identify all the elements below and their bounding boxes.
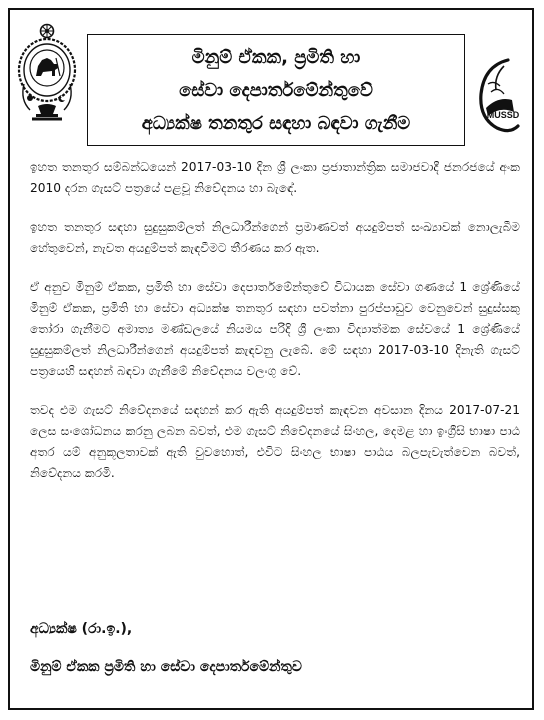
- sri-lanka-emblem-icon: [16, 22, 78, 122]
- notice-title-box: [87, 34, 465, 146]
- paragraph-2: ඉහත තනතුර සඳහා සුදුසුකම්ලත් නිලධාරීන්ගෙන් ප්‍රමාණවත් අයදුම්පත් සංඛ්‍යාවක් නොලැබීම හේතුවෙන්, නැවත අයදුම්පත් කැඳවීමට තීරණය කර ඇත.: [30, 220, 520, 255]
- paragraph-4: තවද එම ගැසට් නිවේදනයේ සඳහන් කර ඇති අයදුම්පත් කැඳවන අවසාන දිනය 2017-07-21 ලෙස සංශෝධනය කරනු ලබන බවත්, එම ගැසට් නිවේදනයේ සිංහල, දෙමළ හා ඉංග්‍රීසි භාෂා පාඨ අතර යම් අනුකූලතාවක් ඇති වුවහොත්, එවිට සිංහල භාෂා පාඨය බලපැවැත්වෙන බවත්, නිවේදනය කරමි.: [30, 403, 520, 480]
- title-line-1: මිනුම් ඒකක, ප්‍රමිති හා: [191, 46, 361, 68]
- signature-block: [30, 618, 520, 678]
- signatory-department: මිනුම් ඒකක ප්‍රමිති හා සේවා දෙපාර්තමේන්තුව: [30, 659, 302, 675]
- paragraph-1: ඉහත තනතුර සම්බන්ධයෙන් 2017-03-10 දින ශ්‍රී ලංකා ප්‍රජාතාන්ත්‍රික සමාජවාදී ජනරජයේ අංක 2010 දරන ගැසට් පත්‍රයේ පළවූ නිවේදනය හා බැඳේ.: [30, 160, 520, 195]
- notice-body: [30, 157, 520, 502]
- title-line-2: සේවා දෙපාර්තමේන්තුවේ: [179, 79, 373, 101]
- mussd-logo-text: MUSSD: [486, 110, 520, 120]
- mussd-logo-icon: [474, 56, 524, 134]
- signatory-title: අධ්‍යක්ෂ (රා.ඉ.),: [30, 621, 133, 637]
- title-line-3: අධ්‍යක්ෂ තනතුර සඳහා බඳවා ගැනීම: [141, 112, 411, 134]
- paragraph-3: ඒ අනුව මිනුම් ඒකක, ප්‍රමිති හා සේවා දෙපාර්තමේන්තුවේ විධායක සේවා ගණයේ 1 ශ්‍රේණියේ මිනුම් ඒකක, ප්‍රමිති හා සේවා අධ්‍යක්ෂ තනතුර සඳහා පවත්නා පුරප්පාඩුව වෙනුවෙන් සුදුස්සකු තෝරා ගැනීමට අමාත්‍ය මණ්ඩලයේ නියමය පරිදි ශ්‍රී ලංකා විද්‍යාත්මක සේවයේ 1 ශ්‍රේණියේ සුදුසුකම්ලත් නිලධාරීන්ගෙන් අයදුම්පත් කැඳවනු ලැබේ. මේ සඳහා 2017-03-10 දිනැති ගැසට් පත්‍රයෙහි සඳහන් බඳවා ගැනීමේ නිවේදනය වලංගු වේ.: [30, 280, 520, 378]
